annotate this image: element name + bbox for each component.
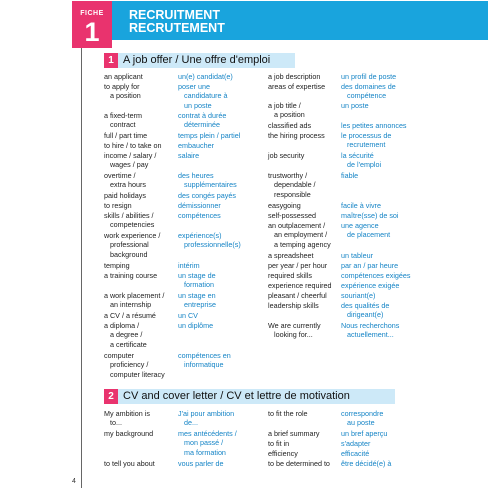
term-french: vous parler de: [178, 459, 224, 468]
term-english: My ambition is to...: [104, 409, 150, 428]
term-english: full / part time: [104, 131, 148, 140]
term-english: efficiency: [268, 449, 298, 458]
term-french: compétences exigées: [341, 271, 411, 280]
term-english: a fixed-term contract: [104, 111, 142, 130]
term-french: un stage de formation: [178, 271, 216, 290]
page-number: 4: [72, 478, 76, 485]
term-french: compétences en informatique: [178, 351, 231, 370]
term-french: le processus de recrutement: [341, 131, 392, 150]
term-french: intérim: [178, 261, 200, 270]
section-2-title: CV and cover letter / CV et lettre de motivation: [123, 390, 350, 402]
term-english: a work placement / an internship: [104, 291, 165, 310]
term-french: un tableur: [341, 251, 373, 260]
fiche-label: FICHE: [80, 10, 104, 17]
term-english: to hire / to take on: [104, 141, 162, 150]
term-english: an outplacement / an employment / a temping agency: [268, 221, 331, 249]
term-french: Nous recherchons actuellement...: [341, 321, 400, 340]
term-french: par an / par heure: [341, 261, 399, 270]
term-english: a diploma / a degree / a certificate: [104, 321, 147, 349]
term-french: des heures supplémentaires: [178, 171, 237, 190]
section-1-number: 1: [104, 53, 118, 68]
term-english: my background: [104, 429, 154, 438]
term-french: salaire: [178, 151, 200, 160]
term-french: facile à vivre: [341, 201, 381, 210]
term-french: un poste: [341, 101, 369, 110]
term-english: required skills: [268, 271, 312, 280]
page-subtitle: RECRUTEMENT: [129, 21, 225, 35]
term-french: correspondre au poste: [341, 409, 384, 428]
term-french: un CV: [178, 311, 198, 320]
term-french: efficacité: [341, 449, 370, 458]
term-french: s'adapter: [341, 439, 371, 448]
term-french: contrat à durée déterminée: [178, 111, 227, 130]
term-french: un diplôme: [178, 321, 214, 330]
term-french: expérience exigée: [341, 281, 400, 290]
term-english: computer proficiency / computer literacy: [104, 351, 165, 379]
term-english: an applicant: [104, 72, 143, 81]
term-english: leadership skills: [268, 301, 319, 310]
term-english: pleasant / cheerful: [268, 291, 327, 300]
section-1-title: A job offer / Une offre d'emploi: [123, 54, 271, 66]
term-french: compétences: [178, 211, 221, 220]
term-french: un bref aperçu: [341, 429, 388, 438]
term-english: We are currently looking for...: [268, 321, 321, 340]
term-french: souriant(e): [341, 291, 376, 300]
term-english: self-possessed: [268, 211, 316, 220]
term-english: job security: [268, 151, 305, 160]
fiche-badge: [72, 1, 112, 48]
term-english: experience required: [268, 281, 332, 290]
term-french: temps plein / partiel: [178, 131, 241, 140]
margin-rule: [81, 48, 82, 488]
term-english: paid holidays: [104, 191, 146, 200]
term-french: une agence de placement: [341, 221, 391, 240]
term-french: des domaines de compétence: [341, 82, 396, 101]
term-french: mes antécédents / mon passé / ma formation: [178, 429, 237, 457]
term-french: être décidé(e) à: [341, 459, 392, 468]
term-french: démissionner: [178, 201, 221, 210]
term-english: to tell you about: [104, 459, 155, 468]
term-french: embaucher: [178, 141, 214, 150]
term-french: J'ai pour ambition de...: [178, 409, 235, 428]
term-french: des qualités de dirigeant(e): [341, 301, 390, 320]
term-french: fiable: [341, 171, 359, 180]
term-english: per year / per hour: [268, 261, 328, 270]
term-english: to be determined to: [268, 459, 330, 468]
term-english: easygoing: [268, 201, 301, 210]
term-english: skills / abilities / competencies: [104, 211, 155, 230]
term-french: poser une candidature à un poste: [178, 82, 228, 110]
term-french: maître(sse) de soi: [341, 211, 399, 220]
term-english: temping: [104, 261, 130, 270]
term-french: expérience(s) professionnelle(s): [178, 231, 241, 250]
term-french: un stage en entreprise: [178, 291, 216, 310]
term-english: a job title / a position: [268, 101, 305, 120]
term-english: to fit in: [268, 439, 290, 448]
section-2-number: 2: [104, 389, 118, 404]
term-french: des congés payés: [178, 191, 236, 200]
term-french: les petites annonces: [341, 121, 407, 130]
fiche-number: 1: [84, 17, 100, 47]
term-english: to fit the role: [268, 409, 308, 418]
term-english: work experience / professional background: [104, 231, 161, 259]
term-english: a training course: [104, 271, 158, 280]
term-english: areas of expertise: [268, 82, 326, 91]
term-english: a job description: [268, 72, 321, 81]
term-english: the hiring process: [268, 131, 325, 140]
term-english: a brief summary: [268, 429, 320, 438]
term-english: trustworthy / dependable / responsible: [268, 171, 316, 199]
term-english: a spreadsheet: [268, 251, 314, 260]
term-french: un profil de poste: [341, 72, 397, 81]
term-french: la sécurité de l'emploi: [341, 151, 382, 170]
term-english: to resign: [104, 201, 132, 210]
term-english: to apply for a position: [104, 82, 141, 101]
term-english: income / salary / wages / pay: [104, 151, 157, 170]
term-english: overtime / extra hours: [104, 171, 146, 190]
term-english: a CV / a résumé: [104, 311, 156, 320]
term-french: un(e) candidat(e): [178, 72, 233, 81]
page-title: RECRUITMENT: [129, 8, 220, 22]
term-english: classified ads: [268, 121, 312, 130]
